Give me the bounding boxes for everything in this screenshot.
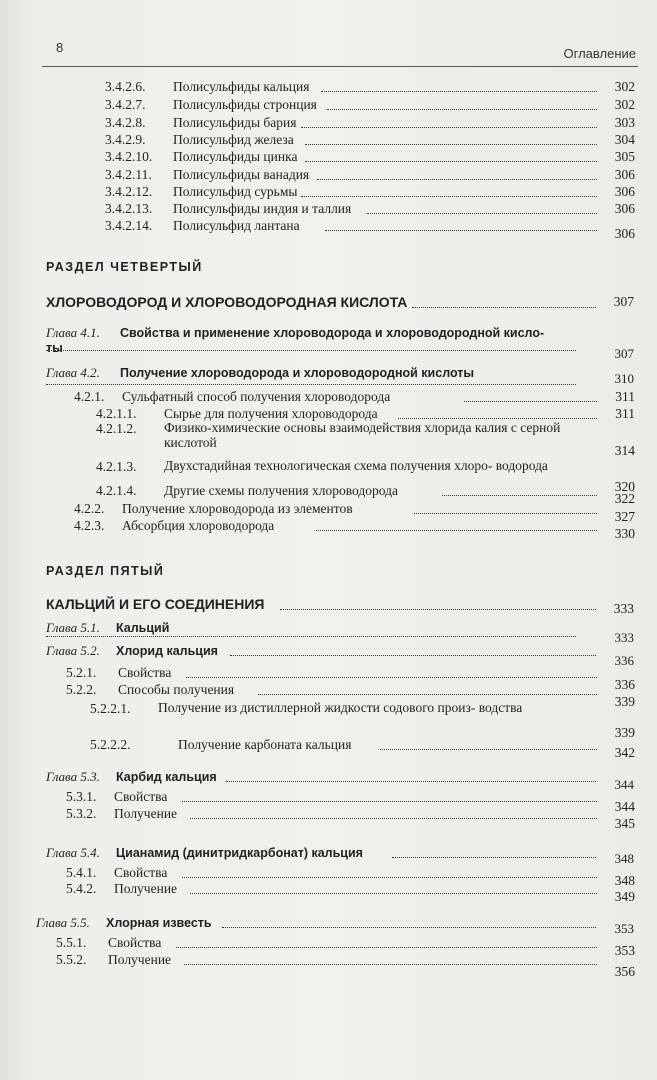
section-label: РАЗДЕЛ ПЯТЫЙ [46, 564, 165, 578]
chapter-rule [46, 636, 576, 637]
toc-entry: 4.2.2. Получение хлороводорода из элементов 327 [74, 501, 635, 524]
toc-entry: 3.4.2.8. Полисульфиды бария 303 [105, 115, 635, 130]
part-title: ХЛОРОВОДОРОД И ХЛОРОВОДОРОДНАЯ КИСЛОТА 307 [46, 294, 634, 310]
toc-entry: 3.4.2.12. Полисульфид сурьмы 306 [105, 184, 635, 199]
toc-entry: 5.3.2. Получение 345 [66, 806, 635, 831]
toc-entry: 5.2.1. Свойства 336 [66, 665, 635, 692]
chapter-entry: Глава 5.1. Кальций 333 [46, 620, 634, 645]
toc-entry: 3.4.2.11. Полисульфиды ванадия 306 [105, 167, 635, 182]
toc-entry: 4.2.1.4. Другие схемы получения хлороводорода 322 [96, 483, 635, 506]
toc-entry: 5.2.2.2. Получение карбоната кальция 342 [90, 737, 635, 760]
toc-entry: 5.4.2. Получение 349 [66, 881, 635, 904]
toc-entry: 5.2.2.1. Получение из дистиллерной жидкости содового произ- водства 339 [90, 700, 635, 740]
section-label: РАЗДЕЛ ЧЕТВЕРТЫЙ [46, 260, 203, 274]
part-title: КАЛЬЦИЙ И ЕГО СОЕДИНЕНИЯ 333 [46, 596, 634, 616]
toc-entry: 5.5.1. Свойства 353 [56, 935, 635, 958]
running-header [42, 36, 638, 67]
chapter-entry: Глава 4.2. Получение хлороводорода и хлороводородной кислоты 310 [46, 365, 634, 386]
toc-entry: 3.4.2.9. Полисульфид железа 304 [105, 132, 635, 147]
chapter-rule [46, 350, 576, 351]
toc-entry: 4.2.1.3. Двухстадийная технологическая схема получения хлоро- водорода 320 [96, 458, 635, 494]
toc-entry: 3.4.2.7. Полисульфиды стронция 302 [105, 97, 635, 112]
toc-entry: 5.5.2. Получение 356 [56, 952, 635, 979]
toc-entry: 3.4.2.10. Полисульфиды цинка 305 [105, 149, 635, 164]
toc-entry: 4.2.1.2. Физико-химические основы взаимодействия хлорида калия с серной кислотой 314 [96, 420, 635, 458]
toc-entry: 4.2.1. Сульфатный способ получения хлороводорода 311 [74, 389, 635, 404]
chapter-entry: Глава 5.5. Хлорная известь 353 [36, 915, 634, 936]
toc-entry: 5.3.1. Свойства 344 [66, 789, 635, 814]
toc-entry: 3.4.2.13. Полисульфиды индия и таллия 306 [105, 201, 635, 216]
chapter-entry: Глава 5.2. Хлорид кальция 336 [46, 643, 634, 668]
toc-entry: 4.2.3. Абсорбция хлороводорода 330 [74, 518, 635, 541]
chapter-entry: Глава 5.3. Карбид кальция 344 [46, 769, 634, 792]
running-title: Оглавление [563, 46, 636, 61]
toc-entry: 4.2.1.1. Сырье для получения хлороводорода 311 [96, 406, 635, 421]
toc-entry: 5.4.1. Свойства 348 [66, 865, 635, 888]
chapter-entry-continued: ты 307 [46, 341, 634, 361]
chapter-entry: Глава 4.1. Свойства и применение хлороводорода и хлороводородной кисло- [46, 325, 545, 340]
toc-entry: 3.4.2.14. Полисульфид лантана 306 [105, 218, 635, 241]
toc-entry: 3.4.2.6. Полисульфиды кальция 302 [105, 79, 635, 94]
page-number: 8 [56, 40, 64, 55]
chapter-entry: Глава 5.4. Цианамид (динитридкарбонат) кальция 348 [46, 845, 634, 866]
chapter-rule [46, 384, 576, 385]
toc-entry: 5.2.2. Способы получения 339 [66, 682, 635, 709]
